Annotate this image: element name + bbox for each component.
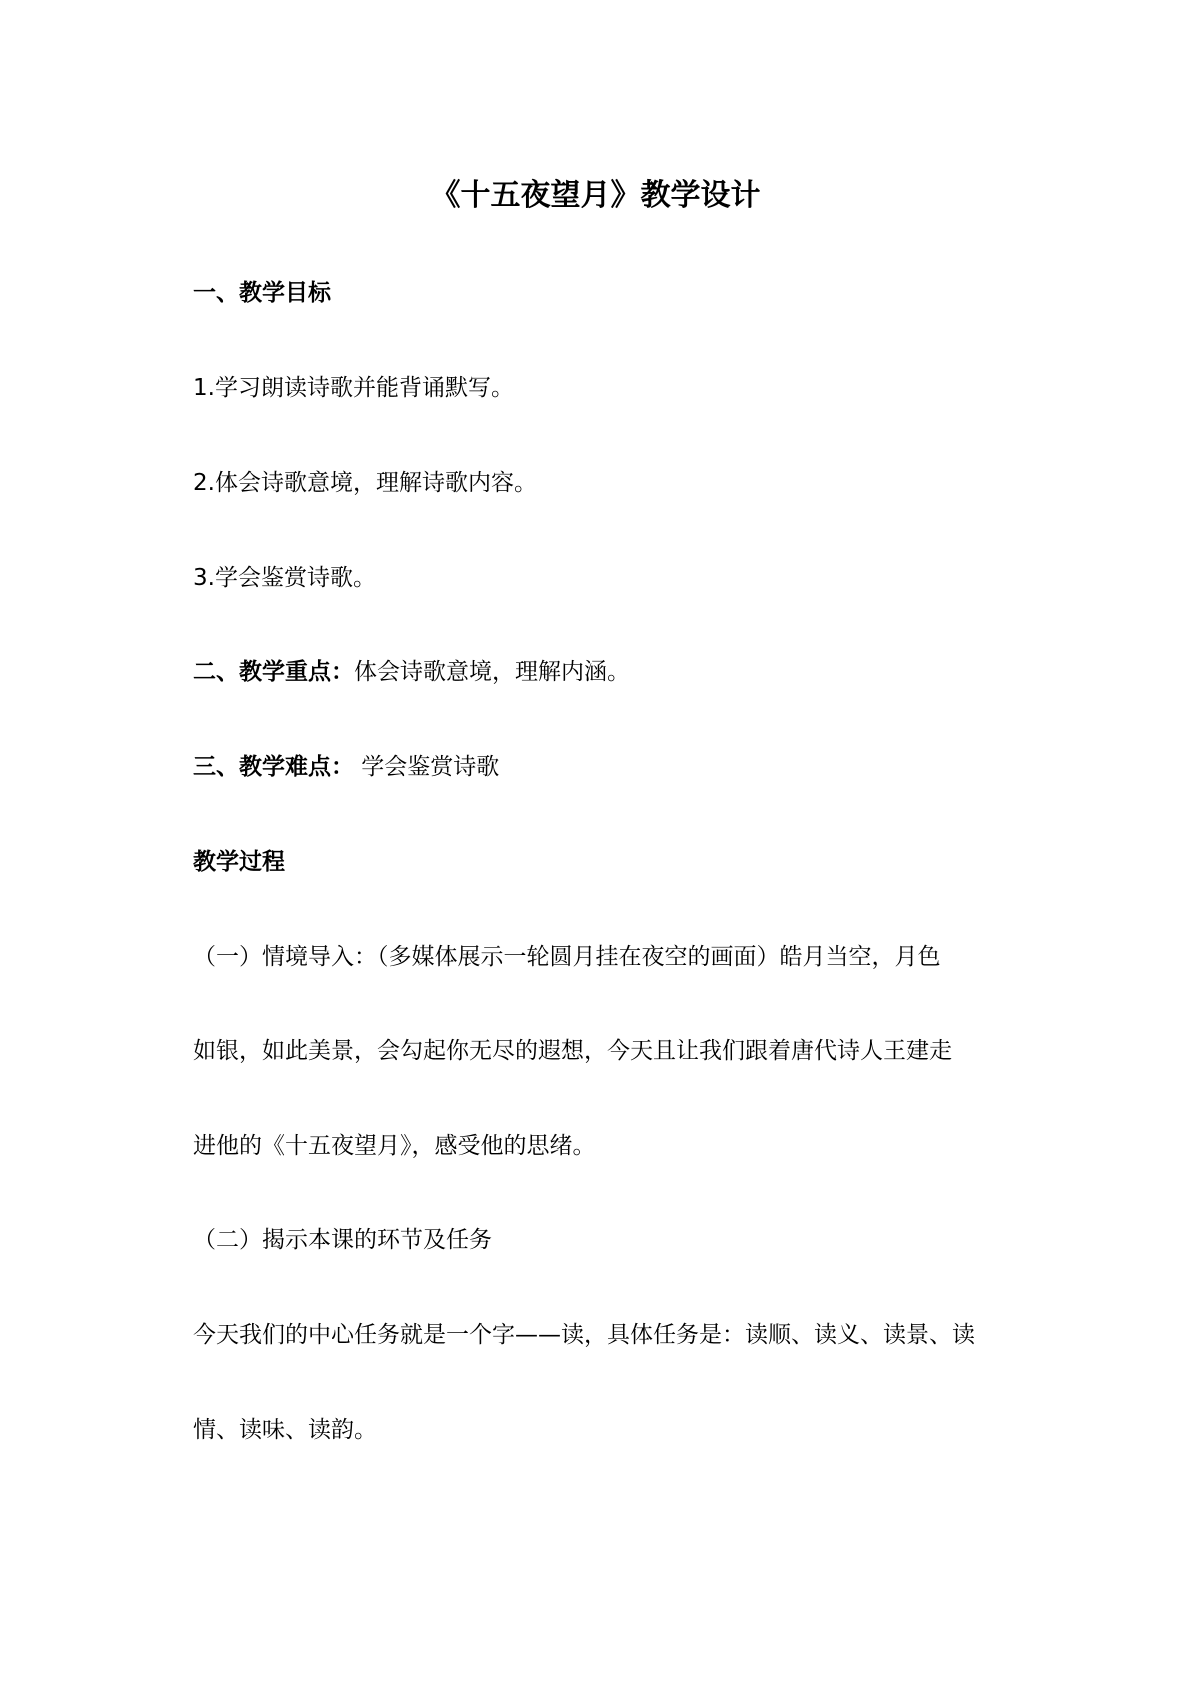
task-paragraph-line-2: 情、读味、读韵。 [193, 1417, 377, 1443]
teaching-process-heading: 教学过程 [193, 849, 285, 875]
step-2-heading: （二）揭示本课的环节及任务 [193, 1227, 492, 1253]
teaching-difficulty-text: 学会鉴赏诗歌 [354, 754, 500, 780]
task-paragraph-line-1: 今天我们的中心任务就是一个字——读，具体任务是：读顺、读义、读景、读 [193, 1322, 975, 1348]
intro-paragraph-line-1: （一）情境导入：（多媒体展示一轮圆月挂在夜空的画面）皓月当空，月色 [193, 944, 941, 970]
goal-item-2: 2.体会诗歌意境，理解诗歌内容。 [193, 470, 537, 496]
goal-item-3: 3.学会鉴赏诗歌。 [193, 565, 376, 591]
intro-paragraph-line-3: 进他的《十五夜望月》，感受他的思绪。 [193, 1133, 596, 1159]
section-heading-teaching-goals: 一、教学目标 [193, 280, 331, 306]
teaching-difficulty-label: 三、教学难点： [193, 754, 354, 780]
teaching-focus-label: 二、教学重点： [193, 659, 354, 685]
intro-paragraph-line-2: 如银，如此美景，会勾起你无尽的遐想，今天且让我们跟着唐代诗人王建走 [193, 1038, 952, 1064]
teaching-focus-line [193, 657, 630, 687]
goal-item-1: 1.学习朗读诗歌并能背诵默写。 [193, 375, 514, 401]
document-title: 《十五夜望月》教学设计 [430, 178, 761, 213]
teaching-focus-text: 体会诗歌意境，理解内涵。 [354, 659, 630, 685]
teaching-difficulty-line [193, 752, 499, 782]
